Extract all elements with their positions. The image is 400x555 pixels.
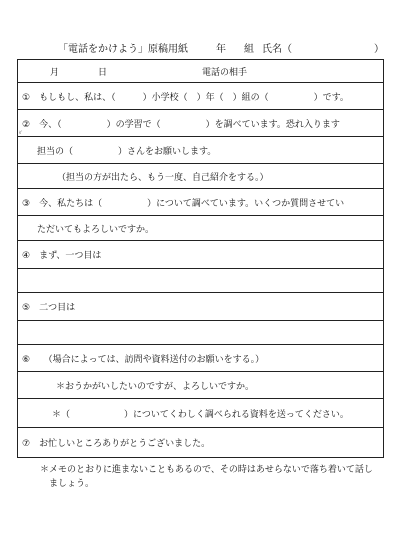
script-line-research: ③ 今、私たちは（ ）について調べています。いくつか質問させてい — [22, 199, 345, 209]
script-row-5 — [18, 189, 383, 216]
script-line-visit-request: ⑥ （場合によっては、訪問や資料送付のお願いをする。） — [22, 355, 265, 365]
script-row-10 — [18, 372, 383, 399]
script-line-permission: ただいてもよろしいですか。 — [37, 225, 155, 235]
name-label: 氏名（ — [262, 44, 292, 55]
script-line-thanks: ⑦ お忙しいところありがとうございました。 — [22, 439, 211, 449]
script-line-greeting: ① もしもし、私は、（ ）小学校（ ）年（ ）組の（ ）です。 — [22, 93, 349, 103]
script-row-4 — [18, 164, 383, 189]
script-row-8 — [18, 293, 383, 321]
day-label: 日 — [98, 68, 108, 78]
blank-row-2 — [18, 321, 383, 345]
script-line-request-person: 担当の（ ）さんをお願いします。 — [37, 147, 217, 157]
script-line-question-2: ⑤ 二つ目は — [22, 303, 76, 313]
table-header-row — [18, 60, 383, 83]
script-form-table — [17, 59, 384, 458]
footnote — [40, 463, 385, 491]
small-note-mark: ｶﾞ — [19, 130, 23, 135]
script-row-1 — [18, 83, 383, 110]
script-row-11 — [18, 399, 383, 428]
script-row-6 — [18, 216, 383, 241]
script-line-topic: ② 今、（ ）の学習で（ ）を調べています。恐れ入ります — [22, 120, 340, 130]
blank-row-1 — [18, 269, 383, 293]
script-row-2 — [18, 110, 383, 137]
script-row-7 — [18, 241, 383, 269]
script-line-materials-ask: ＊（ ）についてくわしく調べられる資料を送ってください。 — [52, 410, 349, 420]
name-close-paren: ） — [374, 44, 384, 55]
script-row-9 — [18, 345, 383, 372]
form-title: 「電話をかけよう」原稿用紙 — [58, 44, 188, 55]
month-label: 月 — [50, 68, 60, 78]
footnote-line-1: ＊メモのとおりに進まないこともあるので、その時はあせらないで落ち着いて話し — [40, 465, 373, 475]
class-label: 組 — [244, 44, 254, 55]
form-header — [0, 40, 400, 54]
script-row-3 — [18, 137, 383, 164]
year-label: 年 — [216, 44, 226, 55]
script-line-reintroduce: （担当の方が出たら、もう一度、自己紹介をする。） — [57, 173, 269, 183]
script-line-visit-ask: ＊おうかがいしたいのですが、よろしいですか。 — [56, 382, 255, 392]
script-line-question-1: ④ まず、一つ目は — [22, 251, 102, 261]
footnote-line-2: ましょう。 — [49, 479, 95, 489]
call-partner-label: 電話の相手 — [202, 68, 248, 78]
script-row-12 — [18, 428, 383, 457]
